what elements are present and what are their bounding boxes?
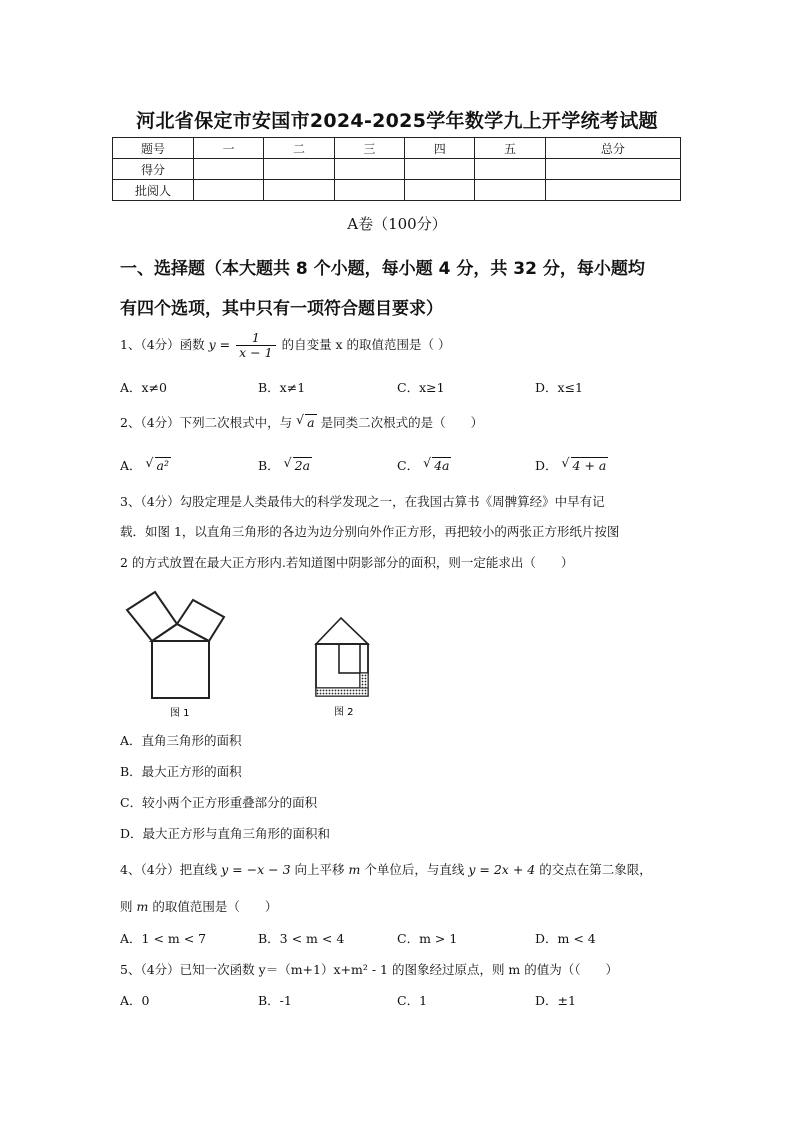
q3-line1: 3、（4分）勾股定理是人类最伟大的科学发现之一，在我国古算书《周髀算经》中早有记 xyxy=(120,494,605,509)
question-1 xyxy=(120,331,451,360)
q4-line1-mid: 向上平移 xyxy=(294,862,345,877)
table-cell[interactable] xyxy=(475,159,545,180)
q1-fraction xyxy=(236,331,275,360)
q4-line1-mid2: 个单位后，与直线 xyxy=(364,862,465,877)
score-table-row xyxy=(113,180,681,201)
q3-line3: 2 的方式放置在最大正方形内.若知道图中阴影部分的面积，则一定能求出（ ） xyxy=(120,555,574,570)
figure-1-pythagoras xyxy=(118,588,248,720)
q4-option-c[interactable]: C．m > 1 xyxy=(397,931,458,946)
q3-option-b[interactable]: B．最大正方形的面积 xyxy=(120,764,242,779)
q4-option-a[interactable]: A．1 < m < 7 xyxy=(120,931,207,946)
q3-line2: 载．如图 1，以直角三角形的各边为边分别向外作正方形，再把较小的两张正方形纸片按图 xyxy=(120,524,620,539)
score-table-row xyxy=(113,159,681,180)
q3-option-d[interactable]: D．最大正方形与直角三角形的面积和 xyxy=(120,826,331,841)
q4-line1-m: m xyxy=(348,862,361,877)
q4-line1-prefix: 4、（4分）把直线 xyxy=(120,862,218,877)
q2-option-a-radicand: a² xyxy=(156,458,169,473)
table-cell[interactable] xyxy=(264,159,334,180)
q4-line1-suffix: 的交点在第二象限， xyxy=(539,862,652,877)
q2-option-b[interactable]: B． √ 2a xyxy=(258,455,311,473)
table-cell[interactable] xyxy=(334,159,404,180)
part1-heading-line2: 有四个选项，其中只有一项符合题目要求） xyxy=(120,299,443,319)
table-cell: 题号 xyxy=(113,138,194,159)
q2-option-d-radicand: 4 + a xyxy=(572,458,607,473)
q4-option-b[interactable]: B．3 < m < 4 xyxy=(258,931,345,946)
q2-option-d[interactable]: D． √ 4 + a xyxy=(535,455,607,473)
figure-2-squares xyxy=(310,614,378,720)
small-square xyxy=(339,644,368,673)
q2-option-a-label: A． xyxy=(120,458,142,473)
table-cell: 二 xyxy=(264,138,334,159)
q2-option-c-label: C． xyxy=(397,458,420,473)
q5-option-b[interactable]: B．-1 xyxy=(258,993,292,1008)
q1-y-eq: y = xyxy=(208,337,231,352)
q4-line1 xyxy=(120,860,652,878)
q2-option-a[interactable]: A． √ a² xyxy=(120,455,169,473)
figure-2-label: 图 2 xyxy=(334,707,354,718)
shaded-region-bottom xyxy=(316,688,368,696)
q2-suffix: 是同类二次根式的是（ ） xyxy=(320,415,484,430)
q1-prefix: 1、（4分）函数 xyxy=(120,337,205,352)
q1-option-a[interactable]: A．x≠0 xyxy=(120,380,168,395)
table-cell[interactable] xyxy=(545,159,680,180)
q1-frac-den: x − 1 xyxy=(239,345,273,360)
q5-option-a[interactable]: A．0 xyxy=(120,993,150,1008)
q2-radical: √ a xyxy=(296,412,315,430)
q4-line2-m: m xyxy=(136,899,149,914)
table-cell[interactable] xyxy=(264,180,334,201)
q2-radicand: a xyxy=(307,415,315,430)
q2-prefix: 2、（4分）下列二次根式中，与 xyxy=(120,415,293,430)
q4-option-d[interactable]: D．m < 4 xyxy=(535,931,596,946)
section-a-title: A卷（100分） xyxy=(347,215,447,233)
table-cell[interactable] xyxy=(405,180,475,201)
exam-title: 河北省保定市安国市2024-2025学年数学九上开学统考试题 xyxy=(136,110,658,132)
q4-line1-eq2: y = 2x + 4 xyxy=(468,862,536,877)
q4-line2-prefix: 则 xyxy=(120,899,133,914)
table-cell: 批阅人 xyxy=(113,180,194,201)
table-cell[interactable] xyxy=(194,180,264,201)
table-cell: 五 xyxy=(475,138,545,159)
left-square xyxy=(127,592,177,641)
q1-option-b[interactable]: B．x≠1 xyxy=(258,380,306,395)
q4-line1-eq1: y = −x − 3 xyxy=(221,862,291,877)
q1-frac-num: 1 xyxy=(236,331,275,346)
score-table xyxy=(112,137,681,201)
q2-option-c[interactable]: C． √ 4a xyxy=(397,455,450,473)
q4-line2 xyxy=(120,897,277,915)
q2-option-c-radicand: 4a xyxy=(434,458,450,473)
q1-option-c[interactable]: C．x≥1 xyxy=(397,380,445,395)
figure-1-label: 图 1 xyxy=(170,708,190,719)
table-cell: 三 xyxy=(334,138,404,159)
q2-option-b-label: B． xyxy=(258,458,280,473)
question-2 xyxy=(120,413,483,431)
q2-option-d-label: D． xyxy=(535,458,558,473)
medium-square xyxy=(316,644,360,688)
large-square xyxy=(152,641,209,698)
q5-option-c[interactable]: C．1 xyxy=(397,993,428,1008)
q5-option-d[interactable]: D．±1 xyxy=(535,993,576,1008)
q3-option-c[interactable]: C．较小两个正方形重叠部分的面积 xyxy=(120,795,318,810)
table-cell: 得分 xyxy=(113,159,194,180)
q1-suffix: 的自变量 x 的取值范围是（ ） xyxy=(281,337,451,352)
q5-text: 5、（4分）已知一次函数 y＝（m+1）x+m² - 1 的图象经过原点，则 m 的值为（（ ） xyxy=(120,962,619,977)
part1-heading-line1: 一、选择题（本大题共 8 个小题，每小题 4 分，共 32 分，每小题均 xyxy=(120,259,645,279)
right-square xyxy=(177,600,224,641)
triangle-top xyxy=(316,618,368,644)
q3-option-a[interactable]: A．直角三角形的面积 xyxy=(120,733,242,748)
table-cell[interactable] xyxy=(475,180,545,201)
table-cell[interactable] xyxy=(545,180,680,201)
table-cell[interactable] xyxy=(405,159,475,180)
table-cell: 一 xyxy=(194,138,264,159)
score-table-header-row xyxy=(113,138,681,159)
table-cell: 四 xyxy=(405,138,475,159)
table-cell[interactable] xyxy=(194,159,264,180)
q1-option-d[interactable]: D．x≤1 xyxy=(535,380,583,395)
shaded-region-right xyxy=(360,673,368,688)
table-cell: 总分 xyxy=(545,138,680,159)
table-cell[interactable] xyxy=(334,180,404,201)
q2-option-b-radicand: 2a xyxy=(294,458,311,473)
q4-line2-suffix: 的取值范围是（ ） xyxy=(152,899,278,914)
